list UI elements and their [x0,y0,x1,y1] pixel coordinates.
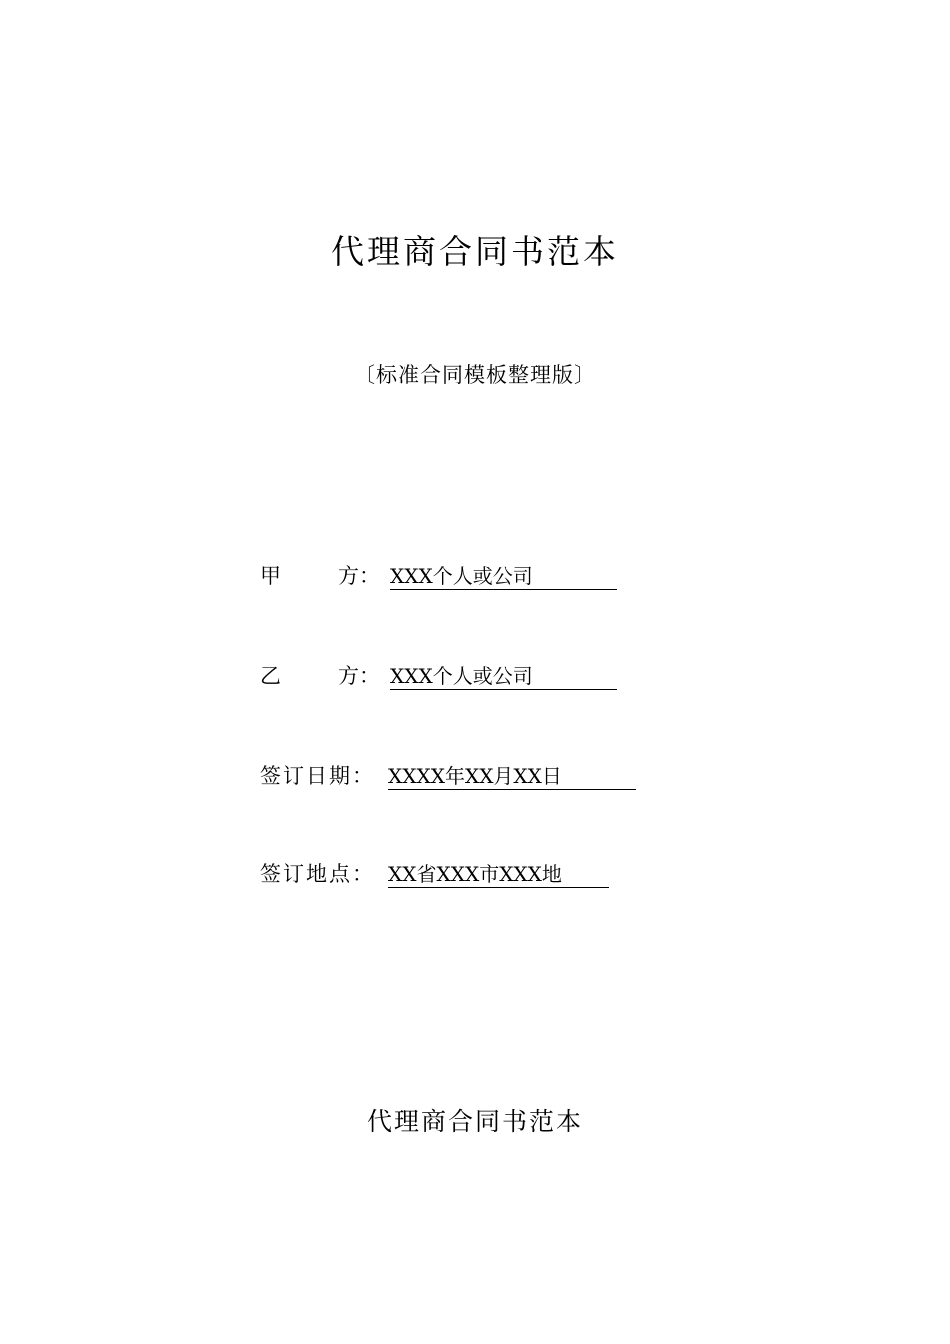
party-a-label-second: 方： [338,564,380,588]
document-subtitle: 〔标准合同模板整理版〕 [354,363,596,387]
party-a-value: XXX个人或公司 [390,563,617,590]
party-b-value: XXX个人或公司 [390,663,617,690]
document-title: 代理商合同书范本 [331,232,619,271]
footer-title: 代理商合同书范本 [366,1107,583,1136]
party-b-label-second: 方： [338,664,380,688]
party-b-field [260,660,617,692]
sign-date-label: 签订日期： [260,764,375,788]
party-a-label-first: 甲 [260,564,281,588]
sign-place-field [260,858,609,890]
party-b-label [260,660,390,692]
sign-date-value: XXXX年XX月XX日 [388,763,636,790]
party-a-field [260,560,617,592]
sign-place-value: XX省XXX市XXX地 [388,861,609,888]
party-a-label [260,560,390,592]
party-b-label-first: 乙 [260,664,281,688]
sign-date-field [260,760,636,792]
sign-place-label: 签订地点： [260,862,375,886]
